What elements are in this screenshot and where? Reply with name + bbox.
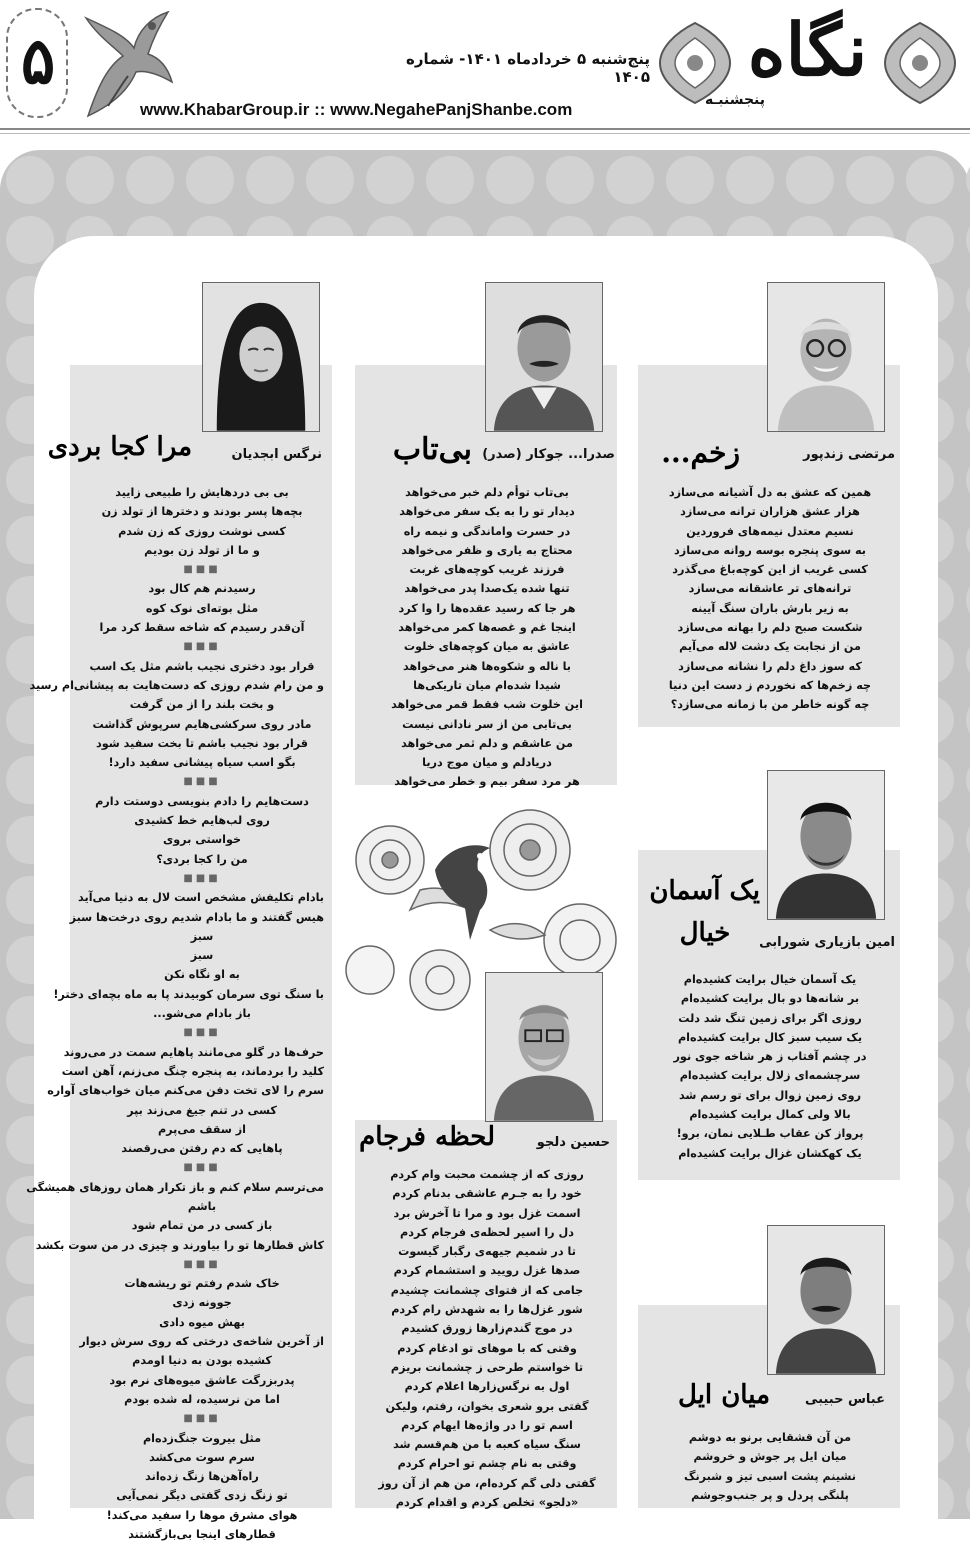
poem-line: که سوز داغ دلم را نشانه می‌سازد <box>678 659 862 673</box>
poem-line: به سوی پنجره بوسه روانه می‌سازد <box>674 543 866 557</box>
poem-line: خاک شدم رفتم تو ریشه‌هات <box>124 1277 280 1291</box>
poem-line: با ناله و شکوه‌ها هنر می‌خواهد <box>403 659 571 673</box>
stanza-separator: ■■■ <box>183 776 221 788</box>
portrait-icon <box>768 1226 884 1374</box>
poem-line: یک کهکشان غزال برایت کشیده‌ام <box>678 1146 862 1160</box>
poem-line: کسی غریب از این کوچه‌باغ می‌گذرد <box>672 563 868 577</box>
portrait-icon <box>768 283 884 431</box>
poem-body-asman <box>648 970 892 1163</box>
poem-line: تنها شده یک‌صدا پدر می‌خواهد <box>404 582 570 596</box>
poem-line: در حسرت واماندگی و نیمه راه <box>403 524 571 538</box>
poem-line: «دلجو» تخلص کردم و اقدام کردم <box>395 1496 579 1510</box>
poem-line: چه گونه خاطر من با زمانه می‌سازد؟ <box>670 698 870 712</box>
poem-line: در موج گندم‌زارها زورق کشیدم <box>401 1322 573 1336</box>
poem-line: اسم تو را در واژه‌ها ایهام کردم <box>401 1418 573 1432</box>
poem-title-asman-line2: خیال <box>679 918 731 948</box>
stanza-separator: ■■■ <box>183 872 221 884</box>
poet-name-deljoo: حسین دلجو <box>536 1135 610 1150</box>
poem-line: قرار بود دختری نجیب باشم مثل یک اسب <box>89 659 315 673</box>
poem-line: بی بی دردهایش را طبیعی زایید <box>115 486 289 499</box>
poet-name-habibi: عباس حبیبی <box>805 1392 885 1407</box>
poem-title-asman-line1: یک آسمان <box>649 876 760 906</box>
poem-line: دل را اسیر لحظه‌ی فرجام کردم <box>400 1225 574 1239</box>
poem-line: بچه‌ها پسر بودند و دخترها از تولد زن <box>101 505 303 519</box>
poem-line: ترانه‌های تر عاشقانه می‌سازد <box>688 582 852 596</box>
poem-line: سرم سوت می‌کشد <box>149 1450 255 1464</box>
poem-line: چه زخم‌ها که نخوردم ز دست این دنیا <box>668 678 872 692</box>
photo-poet-baziyari <box>767 770 885 920</box>
newspaper-logo-subtitle: پنجشنبـه <box>705 92 766 108</box>
poem-line: من را کجا بردی؟ <box>156 852 248 866</box>
poem-line: کسی در تنم جیغ می‌زند بپر <box>127 1103 277 1117</box>
portrait-icon <box>486 283 602 431</box>
poem-line: جامی که از فتوای چشمانت چشیدم <box>390 1283 584 1297</box>
poem-line: هزار عشق هزاران ترانه می‌سازد <box>680 505 860 519</box>
poem-line: از آخرین شاخه‌ی درختی که روی سرش دیوار <box>79 1335 324 1349</box>
poem-line: بهش میوه دادی <box>159 1315 245 1329</box>
poet-name-abjadian: نرگس ابجدیان <box>231 447 322 462</box>
poem-line: به او نگاه نکن <box>164 968 240 982</box>
poem-line: تا خواستم طرحی ز چشمانت بریزم <box>390 1360 584 1374</box>
stanza-separator: ■■■ <box>183 1027 221 1039</box>
portrait-icon <box>486 973 602 1121</box>
poem-line: صدها غزل رویید و استشمام کردم <box>393 1264 581 1278</box>
poem-line: کشیده بودن به دنیا اومدم <box>132 1354 272 1368</box>
header-divider <box>0 128 970 130</box>
poem-line: سرچشمه‌ای زلال برایت کشیده‌ام <box>679 1069 861 1083</box>
poem-line: کلید را بردماند، به پنجره چنگ می‌زنم، آهن است <box>61 1064 324 1078</box>
poem-line: روی لب‌هایم خط کشیدی <box>134 814 270 828</box>
poem-line: بادام تکلیفش مشخص است لال به دنیا می‌آید <box>78 891 324 905</box>
poem-line: پرواز کن عقاب طـلایی نمان، برو! <box>676 1127 864 1141</box>
stanza-separator: ■■■ <box>183 1258 221 1270</box>
poem-line: خود را به جـرم عاشقی بدنام کردم <box>392 1187 582 1201</box>
page-number: ۵ <box>20 24 56 99</box>
poem-line: بگو اسب سیاه پیشانی سفید دارد! <box>108 756 296 770</box>
poem-line: بی‌تاب توأم دلم خبر می‌خواهد <box>405 486 569 499</box>
poem-line: راه‌آهن‌ها زنگ زده‌اند <box>145 1470 259 1484</box>
poet-name-zandpour: مرتضی زندپور <box>803 447 895 462</box>
poem-line: دیدار تو را به یک سفر می‌خواهد <box>399 505 575 519</box>
poem-line: می‌ترسم سلام کنم و باز تکرار همان روزهای همیشگی <box>26 1180 324 1194</box>
poem-line: وقتی به نام چشم تو احرام کردم <box>397 1457 577 1471</box>
photo-poet-deljoo <box>485 972 603 1122</box>
poem-title-zakhm: زخم... <box>661 436 740 469</box>
portrait-icon <box>768 771 884 919</box>
poem-line: مثل بیروت جنگ‌زده‌ام <box>142 1431 262 1445</box>
poem-body-bitab <box>365 483 609 792</box>
poem-line: روزی اگر برای زمین تنگ شد دلت <box>678 1011 862 1025</box>
poem-line: شیدا شده‌ام میان تاریکی‌ها <box>413 678 561 692</box>
poem-line: روی زمین زوال برای تو رسم شد <box>678 1088 862 1102</box>
poem-line: شکست صبح دلم را بهانه می‌سازد <box>677 621 863 635</box>
header-divider-thin <box>0 133 970 134</box>
poem-line: حرف‌ها در گلو می‌مانند پاهایم سمت در می‌روند <box>63 1045 324 1059</box>
poem-line: یک آسمان خیال برایت کشیده‌ام <box>683 973 857 986</box>
poem-title-eyl: میان ایل <box>678 1380 770 1410</box>
poem-line: اسمت غزل بود و مرا تا آخرش برد <box>393 1206 581 1220</box>
poem-line: در چشم آفتاب ز هر شاخه جوی نور <box>673 1050 867 1064</box>
website-urls[interactable]: www.KhabarGroup.ir :: www.NegahePanjShanbe.com <box>140 100 573 119</box>
poem-line: سبز <box>190 929 214 943</box>
poem-line: تا در شمیم جیهه‌ی رگبار گیسوت <box>398 1245 576 1259</box>
poem-line: دریادلم و میان موج دریا <box>422 756 552 770</box>
photo-poet-zandpour <box>767 282 885 432</box>
poem-line: قطارهای اینجا بی‌بازگشتند <box>128 1528 276 1542</box>
poem-line: کاش قطارها تو را بیاورند و چیزی در من سوت بکشد <box>35 1238 324 1252</box>
poem-line: هوای مشرق موها را سفید می‌کند! <box>106 1508 298 1522</box>
poem-line: مادر روی سرکشی‌هایم سرپوش گذاشت <box>92 717 312 731</box>
poem-line: و ما از تولد زن بودیم <box>144 543 260 557</box>
poem-line: باز بادام می‌شو... <box>153 1007 251 1021</box>
stanza-separator: ■■■ <box>183 564 221 576</box>
poem-line: این خلوت شب فقط قمر می‌خواهد <box>391 698 583 712</box>
poem-title-mara: مرا کجا بردی <box>47 432 192 462</box>
poem-body-zakhm <box>648 483 892 715</box>
poem-line: باشم <box>187 1199 217 1213</box>
ornament-right-icon <box>880 18 960 108</box>
poem-line: و من رام شدم روزی که دست‌هایت به پیشانی‌ام رسید <box>29 678 324 692</box>
poem-line: همین که عشق به دل آشیانه می‌سازد <box>668 486 872 499</box>
issue-date: پنج‌شنبه ۵ خردادماه ۱۴۰۱- شماره ۱۴۰۵ <box>406 50 650 86</box>
poem-line: به زیر بارش باران سنگ آیینه <box>691 601 849 615</box>
stanza-separator: ■■■ <box>183 1162 221 1174</box>
poem-line: اول به نرگس‌زارها اعلام کردم <box>404 1380 570 1394</box>
poem-line: میان ایل پر جوش و خروشم <box>693 1450 847 1464</box>
poem-line: فرزند غریب کوچه‌های غربت <box>409 563 565 577</box>
poem-line: مثل بوته‌ای نوک کوه <box>145 601 259 615</box>
poet-name-jowkar: صدرا... جوکار (صدر) <box>482 447 615 462</box>
poem-line: بی‌تابی من از سر نادانی نیست <box>402 717 572 731</box>
poem-line: بر شانه‌ها دو بال برایت کشیده‌ام <box>680 992 860 1006</box>
poem-line: اما من نرسیده، له شده بودم <box>124 1392 280 1406</box>
poem-line: عاشق به میان کوچه‌های خلوت <box>403 640 571 654</box>
poem-body-lahze <box>365 1165 609 1512</box>
poem-body-eyl <box>648 1428 892 1505</box>
poem-line: دست‌هایم را دادم بنویسی دوستت دارم <box>95 794 309 808</box>
stanza-separator: ■■■ <box>183 1413 221 1425</box>
poem-line: و بخت بلند را از من گرفت <box>129 698 275 712</box>
poem-line: گفتی دلی گم کرده‌ام، من هم از آن روز <box>378 1476 596 1490</box>
poet-name-baziyari: امین بازیاری شورابی <box>759 935 895 950</box>
poem-line: خواستی بروی <box>162 833 242 847</box>
poem-line: شور غزل‌ها را به شهدش رام کردم <box>391 1303 583 1317</box>
poem-line: پدربزرگت عاشق میوه‌های نرم بود <box>109 1373 295 1387</box>
poem-line: هر مرد سفر بیم و خطر می‌خواهد <box>394 775 580 789</box>
poem-line: سنگ سیاه کعبه با من هم‌قسم شد <box>393 1438 581 1452</box>
poem-title-bitab: بی‌تاب <box>392 432 472 467</box>
poem-line: سبز <box>190 949 214 963</box>
poem-line: بالا ولی کمال برایت کشیده‌ام <box>689 1108 851 1122</box>
poem-line: گفتی برو شعری بخوان، رفتم، ولیکن <box>385 1399 589 1413</box>
poem-line: محتاج به یاری و ظفر می‌خواهد <box>401 543 573 557</box>
poem-title-lahze: لحظه فرجام <box>359 1122 495 1152</box>
poem-line: کسی نوشت روزی که زن شدم <box>118 524 286 538</box>
poem-line: نشینم پشت اسبی تیز و شبرنگ <box>684 1469 856 1483</box>
poem-line: پلنگی پردل و پر جنب‌وجوشم <box>691 1488 849 1502</box>
poem-line: باز کسی در من تمام شود <box>131 1219 273 1233</box>
page-header <box>0 0 970 140</box>
poem-line: من آن قشقایی برنو به دوشم <box>688 1431 852 1444</box>
poem-line: آن‌قدر رسیدم که شاخه سقط کرد مرا <box>99 621 305 635</box>
poem-line: هر جا که رسید عقده‌ها را وا کرد <box>398 601 576 615</box>
poem-line: رسیدنم هم کال بود <box>148 582 256 596</box>
poem-body-mara <box>26 483 324 1544</box>
poem-line: جوونه زدی <box>172 1296 232 1310</box>
poem-line: قرار بود نجیب باشم تا بخت سفید شود <box>96 736 308 750</box>
stanza-separator: ■■■ <box>183 641 221 653</box>
poem-line: از سقف می‌پرم <box>157 1122 247 1136</box>
poem-line: پاهایی که دم رفتن می‌رقصند <box>121 1142 283 1156</box>
photo-poet-jowkar <box>485 282 603 432</box>
poem-line: اینجا غم و غصه‌ها کمر می‌خواهد <box>398 621 576 635</box>
poem-line: نسیم معتدل نیمه‌های فروردین <box>686 524 854 538</box>
poem-line: با سنگ توی سرمان کوبیدند پا به ماه بچه‌ای دختر! <box>53 987 324 1001</box>
poem-line: من عاشقم و دلم ثمر می‌خواهد <box>401 736 573 750</box>
poem-line: من از نجابت یک دشت لاله می‌آیم <box>679 640 861 654</box>
poem-line: هیس گفتند و ما بادام شدیم روی درخت‌ها سبز <box>69 910 324 924</box>
poem-line: یک سیب سبز کال برایت کشیده‌ام <box>677 1030 863 1044</box>
portrait-icon <box>203 283 319 431</box>
photo-poet-abjadian <box>202 282 320 432</box>
newspaper-logo: نگاه <box>747 7 868 92</box>
poem-line: سرم را لای تخت دفن می‌کنم میان خواب‌های آواره <box>47 1084 324 1098</box>
poem-line: وقتی که با موهای تو ادغام کردم <box>397 1341 577 1355</box>
poem-line: تو زنگ زدی گفتی دیگر نمی‌آیی <box>116 1489 288 1503</box>
poem-line: روزی که از چشمت محبت وام کردم <box>390 1168 584 1181</box>
photo-poet-habibi <box>767 1225 885 1375</box>
